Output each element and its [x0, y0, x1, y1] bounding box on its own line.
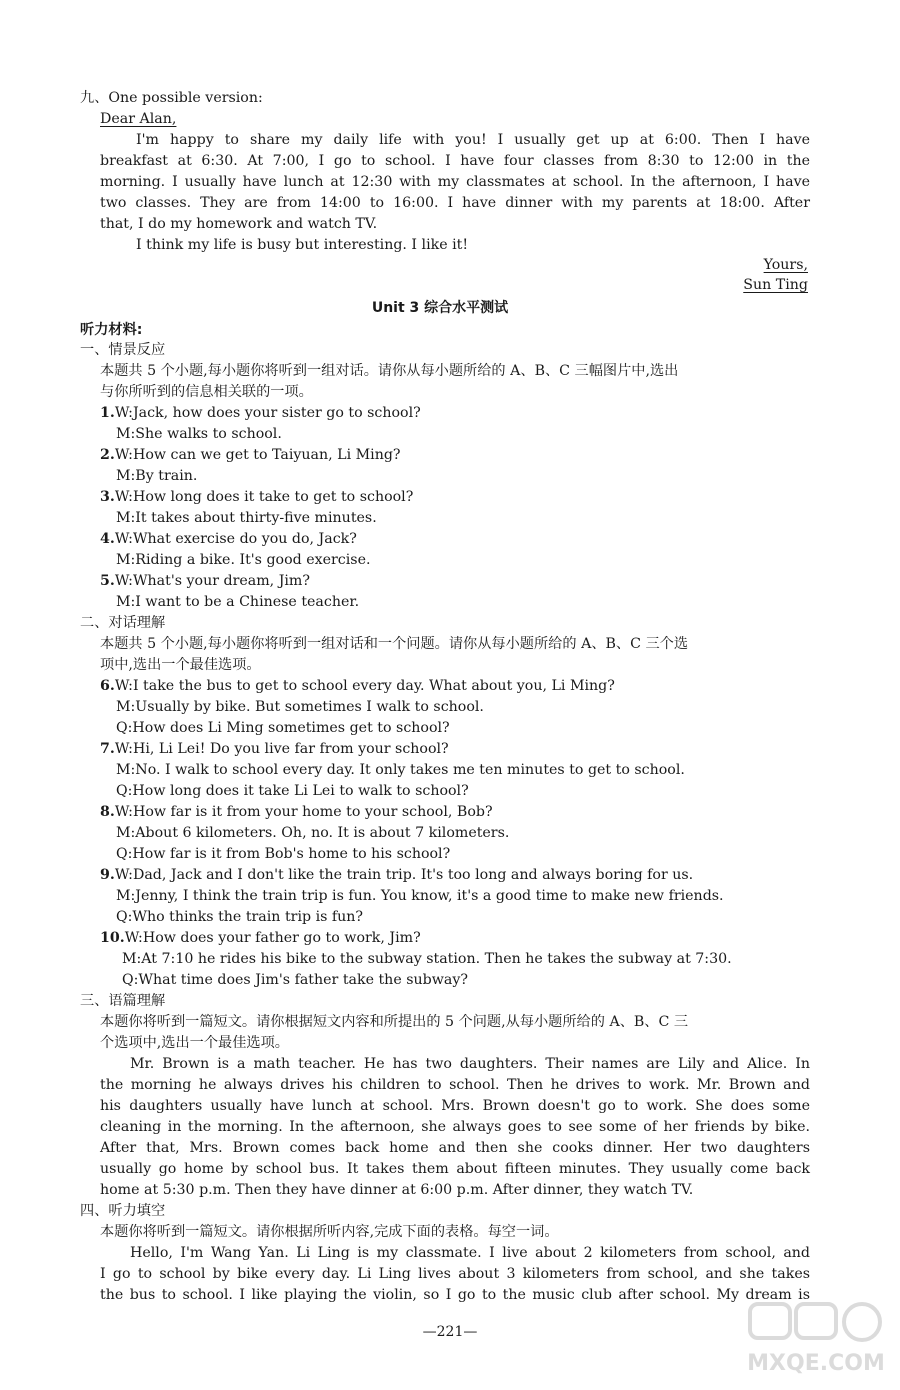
- q6-number: 6.: [100, 678, 115, 694]
- passage2-line-1: Hello, I'm Wang Yan. Li Ling is my classmate. I live about 2 kilometers from school, and: [130, 1245, 810, 1261]
- q4-number: 4.: [100, 531, 115, 547]
- essay-line: [100, 172, 810, 192]
- q10-question: Q:What time does Jim's father take the subway?: [122, 972, 468, 988]
- section1-instruction-2: 与你所听到的信息相关联的一项。: [100, 384, 313, 400]
- q10-man: M:At 7:10 he rides his bike to the subway station. Then he takes the subway at 7:30.: [122, 951, 732, 967]
- q6-question: Q:How does Li Ming sometimes get to school?: [116, 720, 450, 736]
- q2-man: M:By train.: [116, 468, 198, 484]
- q9-woman-text: W:Dad, Jack and I don't like the train trip. It's too long and always boring for us.: [114, 867, 694, 883]
- passage2-line: [130, 1243, 810, 1263]
- q1-woman-text: W:Jack, how does your sister go to school?: [114, 405, 421, 421]
- q4-woman: [100, 529, 357, 549]
- passage-line-7: home at 5:30 p.m. Then they have dinner at 6:00 p.m. After dinner, they watch TV.: [100, 1182, 694, 1198]
- q8-number: 8.: [100, 804, 115, 820]
- q1-number: 1.: [100, 405, 115, 421]
- section4-instruction: 本题你将听到一篇短文。请你根据所听内容,完成下面的表格。每空一词。: [100, 1224, 559, 1240]
- watermark-text: MXQE.COM: [747, 1351, 885, 1376]
- q3-woman: [100, 487, 413, 507]
- q10-number: 10.: [100, 930, 125, 946]
- essay-salutation-text: Dear Alan,: [100, 111, 177, 127]
- q3-man: M:It takes about thirty-five minutes.: [116, 510, 377, 526]
- q9-question: Q:Who thinks the train trip is fun?: [116, 909, 364, 925]
- q2-woman: [100, 445, 401, 465]
- passage-line: [100, 1138, 810, 1158]
- material-label: 听力材料:: [80, 322, 143, 338]
- q3-woman-text: W:How long does it take to get to school?: [114, 489, 414, 505]
- q5-woman: [100, 571, 310, 591]
- q5-man: M:I want to be a Chinese teacher.: [116, 594, 360, 610]
- section4-heading: 四、听力填空: [80, 1203, 166, 1219]
- q6-woman-text: W:I take the bus to get to school every day. What about you, Li Ming?: [114, 678, 615, 694]
- q4-man: M:Riding a bike. It's good exercise.: [116, 552, 371, 568]
- q1-man: M:She walks to school.: [116, 426, 282, 442]
- passage2-line: [100, 1264, 810, 1284]
- q7-woman: [100, 739, 449, 759]
- essay-line: [100, 151, 810, 171]
- essay-line-5: that, I do my homework and watch TV.: [100, 216, 378, 232]
- essay-line-4: two classes. They are from 14:00 to 16:00. I have dinner with my parents at 18:00. After: [100, 195, 810, 211]
- q5-number: 5.: [100, 573, 115, 589]
- q2-number: 2.: [100, 447, 115, 463]
- q2-woman-text: W:How can we get to Taiyuan, Li Ming?: [114, 447, 401, 463]
- section2-instruction-1: 本题共 5 个小题,每小题你将听到一组对话和一个问题。请你从每小题所给的 A、B、C 三个选: [100, 636, 689, 652]
- essay-line-3: morning. I usually have lunch at 12:30 with my classmates at school. In the afternoon, I have: [100, 174, 810, 190]
- passage-line-4: cleaning in the morning. In the afternoon, she always goes to see some of her friends by bike.: [100, 1119, 810, 1135]
- q1-woman: [100, 403, 421, 423]
- section1-heading: 一、情景反应: [80, 342, 166, 358]
- unit-title: Unit 3 综合水平测试: [371, 300, 509, 316]
- section3-heading: 三、语篇理解: [80, 993, 166, 1009]
- q8-question: Q:How far is it from Bob's home to his school?: [116, 846, 451, 862]
- passage2-line-2: I go to school by bike every day. Li Ling lives about 3 kilometers from school, and she takes: [100, 1266, 810, 1282]
- essay-signature-text: Sun Ting: [743, 277, 808, 293]
- q8-woman-text: W:How far is it from your home to your school, Bob?: [114, 804, 493, 820]
- passage-line-2: the morning he always drives his children to school. Then he drives to work. Mr. Brown and: [100, 1077, 810, 1093]
- q8-woman: [100, 802, 493, 822]
- q7-number: 7.: [100, 741, 115, 757]
- q7-man: M:No. I walk to school every day. It only takes me ten minutes to get to school.: [116, 762, 685, 778]
- q10-woman-text: W:How does your father go to work, Jim?: [124, 930, 421, 946]
- essay-line: [136, 130, 810, 150]
- passage-line: [100, 1159, 810, 1179]
- section1-instruction-1: 本题共 5 个小题,每小题你将听到一组对话。请你从每小题所给的 A、B、C 三幅图片中,选出: [100, 363, 679, 379]
- essay-heading: 九、One possible version:: [80, 90, 263, 106]
- q7-question: Q:How long does it take Li Lei to walk to school?: [116, 783, 469, 799]
- essay-line: [100, 193, 810, 213]
- passage2-line: [100, 1285, 810, 1305]
- passage-line-6: usually go home by school bus. It takes them about fifteen minutes. They usually come back: [100, 1161, 810, 1177]
- passage-line: [130, 1054, 810, 1074]
- q8-man: M:About 6 kilometers. Oh, no. It is about 7 kilometers.: [116, 825, 510, 841]
- passage-line: [100, 1075, 810, 1095]
- essay-line-2: breakfast at 6:30. At 7:00, I go to school. I have four classes from 8:30 to 12:00 in the: [100, 153, 810, 169]
- page-number: —221—: [422, 1324, 478, 1340]
- q10-woman: [100, 928, 421, 948]
- q9-number: 9.: [100, 867, 115, 883]
- q4-woman-text: W:What exercise do you do, Jack?: [114, 531, 357, 547]
- passage-line: [100, 1096, 810, 1116]
- essay-closing-line: I think my life is busy but interesting. I like it!: [136, 237, 469, 253]
- section3-instruction-2: 个选项中,选出一个最佳选项。: [100, 1035, 289, 1051]
- essay-signature: [743, 275, 808, 295]
- q6-man: M:Usually by bike. But sometimes I walk to school.: [116, 699, 484, 715]
- q7-woman-text: W:Hi, Li Lei! Do you live far from your school?: [114, 741, 449, 757]
- q9-woman: [100, 865, 693, 885]
- section2-heading: 二、对话理解: [80, 615, 166, 631]
- essay-signoff-text: Yours,: [763, 257, 808, 273]
- q9-man: M:Jenny, I think the train trip is fun. You know, it's a good time to make new friends.: [116, 888, 724, 904]
- section3-instruction-1: 本题你将听到一篇短文。请你根据短文内容和所提出的 5 个问题,从每小题所给的 A、B、C 三: [100, 1014, 689, 1030]
- passage-line-3: his daughters usually have lunch at school. Mrs. Brown doesn't go to work. She does some: [100, 1098, 810, 1114]
- section2-instruction-2: 项中,选出一个最佳选项。: [100, 657, 261, 673]
- q5-woman-text: W:What's your dream, Jim?: [114, 573, 310, 589]
- passage-line-1: Mr. Brown is a math teacher. He has two daughters. Their names are Lily and Alice. In: [130, 1056, 810, 1072]
- passage2-line-3: the bus to school. I like playing the violin, so I go to the music club after school. My dream is: [100, 1287, 810, 1303]
- q3-number: 3.: [100, 489, 115, 505]
- essay-line-1: I'm happy to share my daily life with you! I usually get up at 6:00. Then I have: [136, 132, 810, 148]
- passage-line-5: After that, Mrs. Brown comes back home and then she cooks dinner. Her two daughters: [100, 1140, 810, 1156]
- essay-salutation: [100, 109, 176, 129]
- passage-line: [100, 1117, 810, 1137]
- q6-woman: [100, 676, 615, 696]
- essay-signoff: [764, 255, 808, 275]
